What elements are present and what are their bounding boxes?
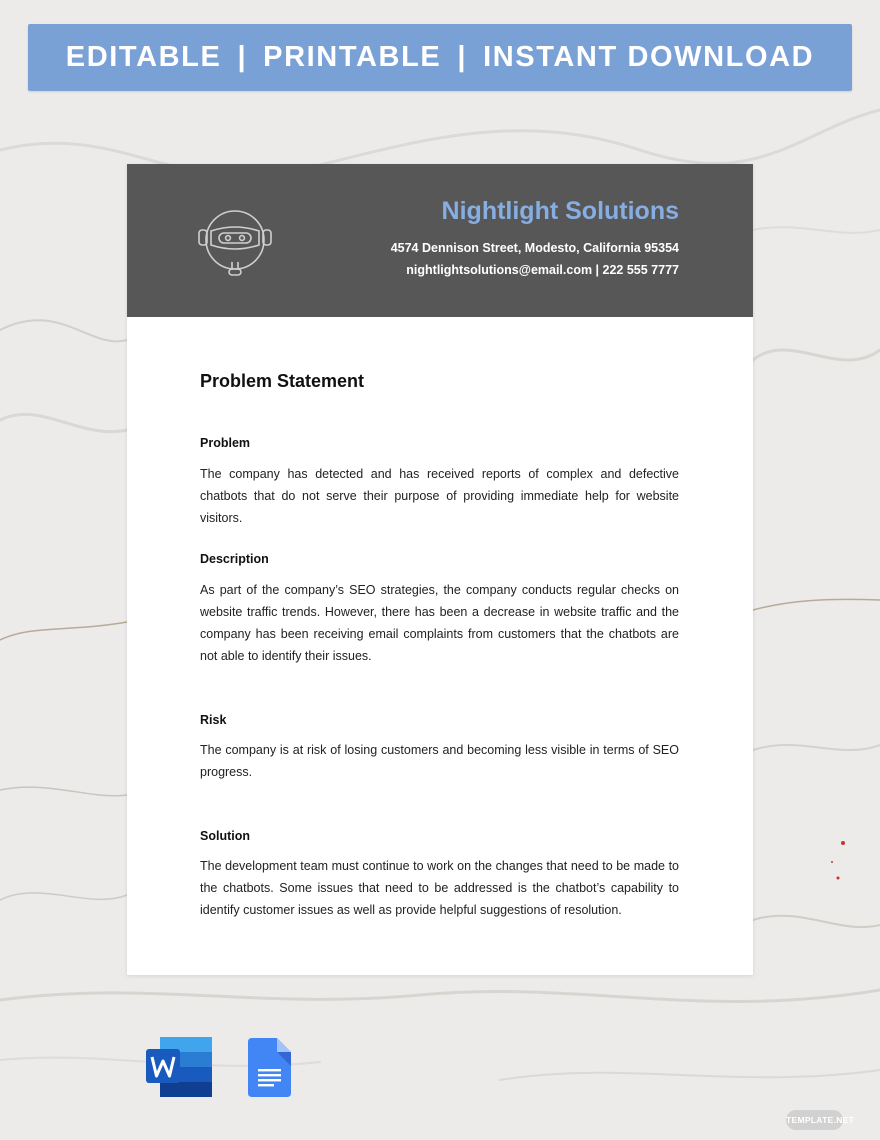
- banner-separator: |: [457, 41, 468, 73]
- company-name: Nightlight Solutions: [441, 197, 679, 225]
- banner-item-editable: EDITABLE: [65, 41, 222, 73]
- section-heading-problem: Problem: [200, 436, 251, 450]
- company-address: 4574 Dennison Street, Modesto, California 95354: [390, 241, 679, 255]
- document-title: Problem Statement: [200, 371, 365, 391]
- google-docs-icon[interactable]: [248, 1038, 291, 1097]
- section-body-solution: The development team must continue to work on the changes that need to be made to the chatbots. Some issues that need to be addressed is the chatbot’s capability to identify customer issues as well as provide helpful suggestions of resolution.: [200, 859, 679, 917]
- banner-item-instant-download: INSTANT DOWNLOAD: [483, 41, 815, 73]
- banner-item-printable: PRINTABLE: [263, 41, 442, 73]
- template-watermark: TEMPLATE.NET: [786, 1110, 843, 1130]
- microsoft-word-icon[interactable]: [146, 1037, 212, 1097]
- section-body-risk: The company is at risk of losing customers and becoming less visible in terms of SEO progress.: [200, 743, 679, 779]
- robot-head-icon: [194, 207, 276, 281]
- document-page: [127, 164, 753, 975]
- section-body-problem: The company has detected and has received reports of complex and defective chatbots that do not serve their purpose of providing immediate help for website visitors.: [200, 467, 679, 525]
- section-heading-risk: Risk: [200, 713, 227, 727]
- company-contact: nightlightsolutions@email.com | 222 555 7777: [406, 263, 679, 277]
- section-heading-description: Description: [200, 552, 269, 566]
- section-heading-solution: Solution: [200, 829, 250, 843]
- letterhead: [127, 164, 753, 317]
- banner-separator: |: [237, 41, 248, 73]
- section-body-description: As part of the company’s SEO strategies, the company conducts regular checks on website traffic trends. However, there has been a decrease in website traffic and the company has been receiving email complaints from customers that the chatbots are not able to identify their issues.: [200, 583, 679, 663]
- feature-banner: [28, 24, 852, 91]
